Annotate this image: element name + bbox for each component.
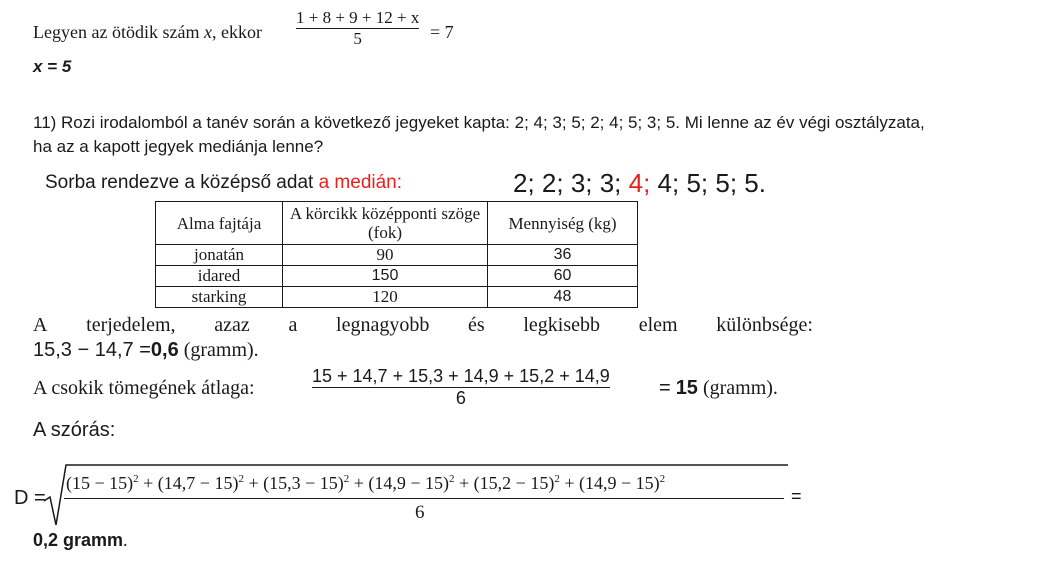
table-row [156,245,638,266]
range-calc [33,339,259,362]
range-word: legkisebb [523,314,601,336]
seq-median: 4; [628,168,651,198]
prev-intro: Legyen az ötödik szám [33,22,200,42]
prev-var: x [203,22,212,42]
table-header: Alma fajtája [156,202,283,245]
stdev-label: A szórás: [33,419,116,441]
range-word: különbsége: [716,314,813,336]
seq-before: 2; 2; 3; 3; [513,168,629,198]
apple-table [155,201,638,308]
table-cell: 48 [488,287,638,308]
table-cell: 120 [283,287,488,308]
mean-value: 15 [675,377,698,399]
prev-result: x = 5 [33,57,72,76]
range-word: a [288,314,298,336]
range-unit: (gramm). [183,339,259,361]
prev-intro-line [33,22,262,43]
task-line-1: 11) Rozi irodalomból a tanév során a következő jegyeket kapta: 2; 4; 3; 5; 2; 4; 5; 3; 5. Mi lenne az év végi osztályzata, [33,113,925,132]
table-cell: 90 [283,245,488,266]
table-cell: 60 [488,266,638,287]
answer-text: Sorba rendezve a középső adat [45,172,319,193]
range-sentence [33,314,813,337]
mean-equals: = [659,377,671,399]
table-row [156,266,638,287]
task-line-2: ha az a kapott jegyek mediánja lenne? [33,137,324,156]
stdev-numerator: $(15 - 15)^2 + (14,7 - 15)^2 + (15,3 - 15)^2 + (14,9 - 15)^2 + (15,2 - 15)^2 + (14,9 - 15)^2$ [66,473,666,493]
stdev-symbol: D = [14,487,46,509]
mean-result [659,377,778,400]
range-expr: 15,3 − 14,7 = [33,339,151,361]
stdev-denominator: 6 [415,502,425,523]
mean-numerator: 15 + 14,7 + 15,3 + 14,9 + 15,2 + 14,9 [312,366,610,386]
mean-denominator: 6 [455,388,466,408]
table-header: A körcikk középponti szöge (fok) [283,202,488,245]
mean-label: A csokik tömegének átlaga: [33,377,255,399]
stdev-fraction-bar [64,498,784,499]
range-word: azaz [214,314,250,336]
table-cell: jonatán [156,245,283,266]
range-word: A [33,314,48,336]
range-word: elem [638,314,678,336]
mean-unit: (gramm). [702,377,778,399]
table-cell: starking [156,287,283,308]
table-cell: 36 [488,245,638,266]
prev-then: , ekkor [211,22,262,42]
answer-line [45,172,402,194]
table-row [156,287,638,308]
prev-denominator: 5 [353,29,362,48]
prev-fraction [296,8,419,49]
answer-highlight: a medián: [318,172,403,193]
seq-after: 4; 5; 5; 5. [650,168,766,198]
range-word: terjedelem, [86,314,176,336]
range-word: legnagyobb [336,314,430,336]
prev-equals: = 7 [430,22,454,42]
stdev-result-line [33,530,128,551]
table-header-row [156,202,638,245]
range-value: 0,6 [150,339,179,361]
mean-fraction [312,366,610,409]
stdev-period: . [123,530,128,550]
range-word: és [468,314,485,336]
stdev-result: 0,2 gramm [33,530,124,550]
table-header: Mennyiség (kg) [488,202,638,245]
sorted-sequence [513,168,766,199]
stdev-equals: = [791,486,802,506]
prev-numerator: 1 + 8 + 9 + 12 + x [296,8,420,27]
table-cell: idared [156,266,283,287]
table-cell: 150 [283,266,488,287]
